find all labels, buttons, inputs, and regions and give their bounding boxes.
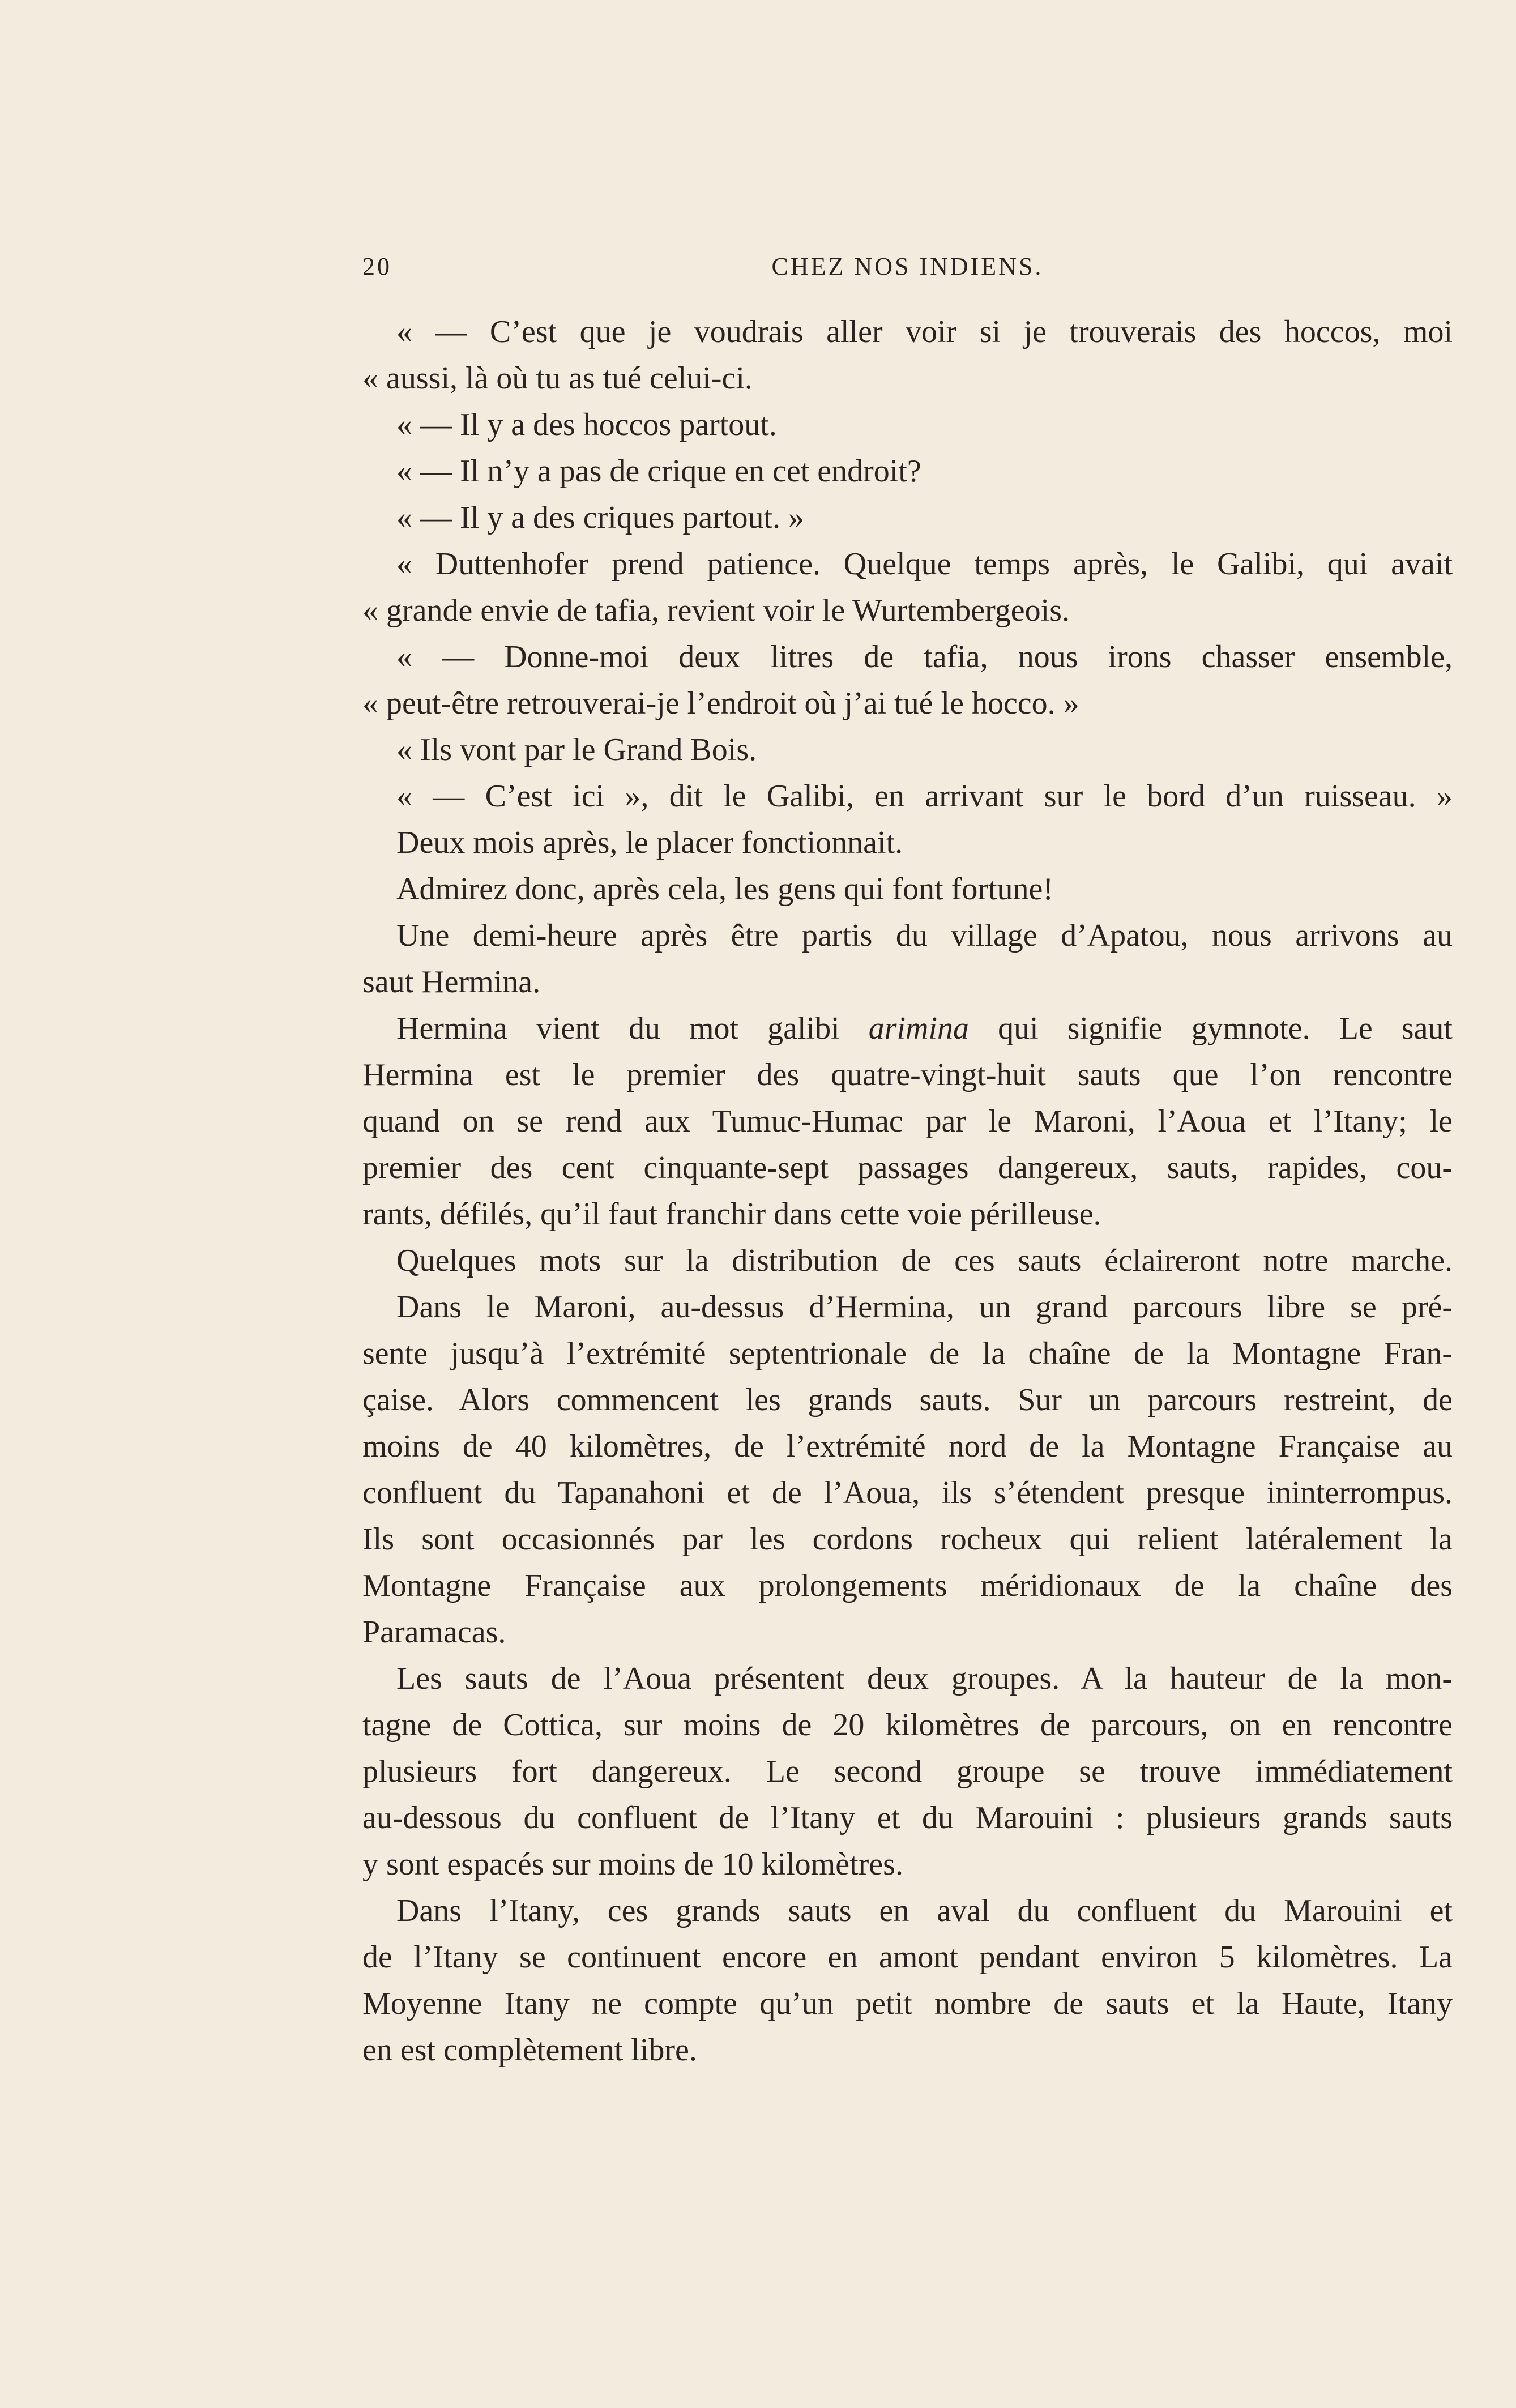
- text-line: « — C’est ici », dit le Galibi, en arrivant sur le bord d’un ruisseau. »: [396, 779, 1453, 814]
- text-line: confluent du Tapanahoni et de l’Aoua, ils s’étendent presque ininterrompus.: [362, 1475, 1453, 1510]
- text-line: « — Il n’y a pas de crique en cet endroit?: [396, 454, 921, 489]
- text-line: « — C’est que je voudrais aller voir si je trouverais des hoccos, moi: [396, 314, 1453, 349]
- page-number: 20: [362, 253, 392, 280]
- running-title: CHEZ NOS INDIENS.: [771, 253, 1044, 280]
- text-line: Dans l’Itany, ces grands sauts en aval du confluent du Marouini et: [396, 1893, 1453, 1928]
- text-line: premier des cent cinquante-sept passages dangereux, sauts, rapides, cou-: [362, 1150, 1453, 1185]
- text-line: de l’Itany se continuent encore en amont pendant environ 5 kilomètres. La: [362, 1940, 1453, 1975]
- text-line: au-dessous du confluent de l’Itany et du Marouini : plusieurs grands sauts: [362, 1800, 1453, 1835]
- text-line: Les sauts de l’Aoua présentent deux groupes. A la hauteur de la mon-: [396, 1661, 1453, 1696]
- text-line: Montagne Française aux prolongements méridionaux de la chaîne des: [362, 1568, 1453, 1603]
- text-line: « — Il y a des criques partout. »: [396, 500, 805, 535]
- text-line: Admirez donc, après cela, les gens qui font fortune!: [396, 872, 1054, 907]
- text-line: Ils sont occasionnés par les cordons rocheux qui relient latéralement la: [362, 1522, 1453, 1557]
- text-line: tagne de Cottica, sur moins de 20 kilomètres de parcours, on en rencontre: [362, 1707, 1453, 1743]
- text-line: Paramacas.: [362, 1615, 506, 1650]
- text-line: « — Il y a des hoccos partout.: [396, 407, 777, 442]
- text-line: « — Donne-moi deux litres de tafia, nous irons chasser ensemble,: [396, 639, 1453, 674]
- text-line: Deux mois après, le placer fonctionnait.: [396, 825, 903, 860]
- text-line: « aussi, là où tu as tué celui-ci.: [362, 361, 753, 396]
- text-line: plusieurs fort dangereux. Le second groupe se trouve immédiatement: [362, 1754, 1453, 1789]
- text-line: Quelques mots sur la distribution de ces sauts éclaireront notre marche.: [396, 1243, 1453, 1278]
- text-line: çaise. Alors commencent les grands sauts. Sur un parcours restreint, de: [362, 1382, 1453, 1418]
- text-line: Une demi-heure après être partis du village d’Apatou, nous arrivons au: [396, 918, 1453, 953]
- text-line: sente jusqu’à l’extrémité septentrionale de la chaîne de la Montagne Fran-: [362, 1336, 1453, 1371]
- text-line: moins de 40 kilomètres, de l’extrémité nord de la Montagne Française au: [362, 1429, 1453, 1464]
- text-line: « Ils vont par le Grand Bois.: [396, 732, 757, 767]
- text-line: en est complètement libre.: [362, 2033, 697, 2068]
- text-line: Hermina est le premier des quatre-vingt-huit sauts que l’on rencontre: [362, 1057, 1453, 1092]
- italic-word: arimina: [868, 1011, 970, 1046]
- running-head: [362, 252, 1453, 297]
- text-line: rants, défilés, qu’il faut franchir dans cette voie périlleuse.: [362, 1197, 1101, 1232]
- text-line: Dans le Maroni, au-dessus d’Hermina, un grand parcours libre se pré-: [396, 1290, 1453, 1325]
- text-line: y sont espacés sur moins de 10 kilomètres.: [362, 1847, 903, 1882]
- text-line: « peut-être retrouverai-je l’endroit où j’ai tué le hocco. »: [362, 686, 1079, 721]
- text-line: saut Hermina.: [362, 964, 541, 1000]
- text-line: « Duttenhofer prend patience. Quelque temps après, le Galibi, qui avait: [396, 547, 1453, 582]
- text-line: « grande envie de tafia, revient voir le Wurtembergeois.: [362, 593, 1070, 628]
- text-line: Hermina vient du mot galibi arimina qui signifie gymnote. Le saut: [396, 1011, 1453, 1046]
- text-line: quand on se rend aux Tumuc-Humac par le Maroni, l’Aoua et l’Itany; le: [362, 1104, 1453, 1139]
- body-text: [362, 309, 1453, 2073]
- text-line: Moyenne Itany ne compte qu’un petit nombre de sauts et la Haute, Itany: [362, 1986, 1453, 2021]
